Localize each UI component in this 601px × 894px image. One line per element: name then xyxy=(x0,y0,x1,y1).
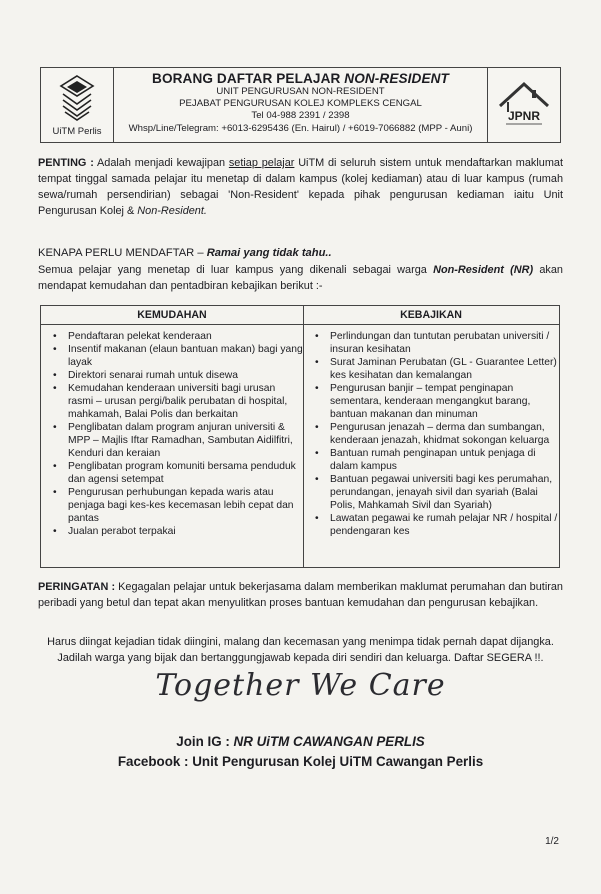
list-item: • Penglibatan dalam program anjuran universiti & MPP – Majlis Iftar Ramadhan, Sambutan Aidilfitri, Kenduri dan keraian xyxy=(68,421,303,460)
facilities-header: KEMUDAHAN xyxy=(41,306,303,325)
whatsapp-line: Whsp/Line/Telegram: +6013-6295436 (En. Hairul) / +6019-7066882 (MPP - Auni) xyxy=(128,122,473,134)
office-name: PEJABAT PENGURUSAN KOLEJ KOMPLEKS CENGAL xyxy=(179,98,422,110)
facilities-list xyxy=(41,330,303,538)
list-item: • Insentif makanan (elaun bantuan makan) bagi yang layak xyxy=(68,343,303,369)
warning-notice: PERINGATAN : Kegagalan pelajar untuk bekerjasama dalam memberikan maklumat perumahan dan butiran peribadi yang betul dan tepat akan menyulitkan proses bantuan kemudahan dan pengurusan kebajikan. xyxy=(38,581,563,609)
reminder-text xyxy=(38,634,563,666)
why-register-heading: KENAPA PERLU MENDAFTAR – Ramai yang tidak tahu.. xyxy=(38,247,332,259)
page-number: 1/2 xyxy=(545,836,559,847)
logo-caption: UiTM Perlis xyxy=(52,126,102,137)
list-item: • Penglibatan program komuniti bersama penduduk dan agensi setempat xyxy=(68,460,303,486)
list-item: • Pengurusan jenazah – derma dan sumbangan, kenderaan jenazah, khidmat sokongan keluarga xyxy=(330,421,559,447)
list-item: • Pendaftaran pelekat kenderaan xyxy=(68,330,303,343)
uitm-crest-icon xyxy=(59,74,95,122)
list-item: • Direktori senarai rumah untuk disewa xyxy=(68,369,303,382)
facebook-line: Facebook : Unit Pengurusan Kolej UiTM Cawangan Perlis xyxy=(117,754,484,769)
list-item: • Pengurusan perhubungan kepada waris atau penjaga bagi kes-kes kecemasan lebih cepat dan pantas xyxy=(68,486,303,525)
welfare-list xyxy=(303,330,559,538)
instagram-line: Join IG : NR UiTM CAWANGAN PERLIS xyxy=(176,734,425,749)
list-item: • Surat Jaminan Perubatan (GL - Guarantee Letter) kes kesihatan dan kemalangan xyxy=(330,356,559,382)
form-title: BORANG DAFTAR PELAJAR NON-RESIDENT xyxy=(152,71,449,86)
why-register-text: Semua pelajar yang menetap di luar kampus yang dikenali sebagai warga Non-Resident (NR) akan mendapat kemudahan dan pentadbiran kebajikan berikut :- xyxy=(38,264,563,292)
welfare-header: KEBAJIKAN xyxy=(303,306,559,325)
svg-text:JPNR: JPNR xyxy=(507,109,541,123)
unit-name: UNIT PENGURUSAN NON-RESIDENT xyxy=(216,86,385,97)
list-item: • Perlindungan dan tuntutan perubatan universiti / insuran kesihatan xyxy=(330,330,559,356)
facilities-column xyxy=(41,306,304,567)
together-we-care-signature: Together We Care xyxy=(155,668,446,703)
uitm-logo-box xyxy=(41,68,114,142)
reminder-line: Jadilah warga yang bijak dan bertanggungjawab kepada diri sendiri dan keluarga. Daftar SEGERA !!. xyxy=(57,652,544,664)
list-item: • Bantuan rumah penginapan untuk penjaga di dalam kampus xyxy=(330,447,559,473)
important-notice: PENTING : Adalah menjadi kewajipan setiap pelajar UiTM di seluruh sistem untuk mendaftarkan maklumat tempat tinggal samada pelajar itu menetap di dalam kampus (kolej kediaman) atau di luar kampus (rumah sewa/rumah persendirian) sebagai 'Non-Resident' kepada pihak pengurusan kediaman iaitu Unit Pengurusan Kolej & Non-Resident. xyxy=(38,157,564,217)
phone-line: Tel 04-988 2391 / 2398 xyxy=(251,110,350,122)
list-item: • Kemudahan kenderaan universiti bagi urusan rasmi – urusan pergi/balik perubatan di hospital, mahkamah, Balai Polis dan berkaitan xyxy=(68,382,303,421)
list-item: • Lawatan pegawai ke rumah pelajar NR / hospital / pendengaran kes xyxy=(330,512,559,538)
list-item: • Pengurusan banjir – tempat penginapan sementara, kenderaan mengangkut barang, bantuan makanan dan minuman xyxy=(330,382,559,421)
welfare-column xyxy=(303,306,559,567)
letterhead-text xyxy=(113,68,488,135)
jpnr-house-logo-icon xyxy=(496,76,552,132)
jpnr-logo-box xyxy=(487,68,560,142)
letterhead xyxy=(40,67,561,143)
reminder-line: Harus diingat kejadian tidak diingini, malang dan kecemasan yang menimpa tidak pernah dapat dijangka. xyxy=(47,636,554,648)
list-item: • Bantuan pegawai universiti bagi kes perumahan, perundangan, jenayah sivil dan syariah (Balai Polis, Mahkamah Sivil dan Syariah) xyxy=(330,473,559,512)
benefits-table xyxy=(40,305,560,568)
list-item: • Jualan perabot terpakai xyxy=(68,525,303,538)
